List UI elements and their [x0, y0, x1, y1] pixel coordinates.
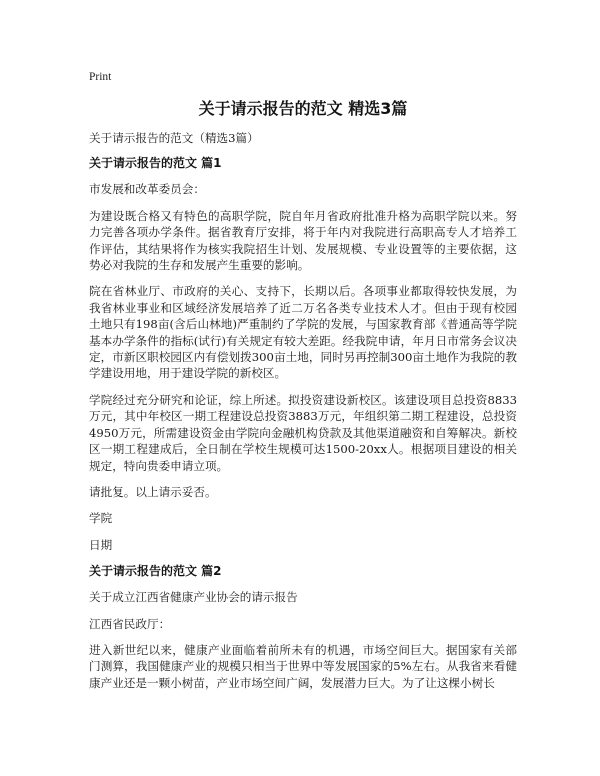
section-1-salutation: 市发展和改革委员会： [89, 182, 205, 197]
document-subtitle: 关于请示报告的范文（精选3篇） [89, 131, 259, 145]
section-1-date: 日期 [89, 537, 113, 552]
section-1-paragraph-3: 学院经过充分研究和论证，综上所述。拟投资建设新校区。该建设项目总投资8833万元，其中年校区一期工程建设总投资3883万元，年组织第二期工程建设，总投资4950万元，所需建设资金由学院向金融机构贷款及其他渠道融资和自筹解决。新校区一期工程建成后，全日制在学校生规模可达1500-20xx人。根据项目建设的相关规定，特向贵委申请立项。 [89, 392, 517, 473]
section-1-heading: 关于请示报告的范文 篇1 [89, 156, 222, 171]
document-page [89, 70, 517, 701]
section-2-salutation: 江西省民政厅： [89, 616, 171, 631]
section-2-title-line: 关于成立江西省健康产业协会的请示报告 [89, 590, 298, 605]
section-1-closing: 请批复。以上请示妥否。 [89, 484, 217, 499]
section-1-paragraph-1: 为建设既合格又有特色的高职学院，院自年月省政府批准升格为高职学院以来。努力完善各项办学条件。据省教育厅安排，将于年内对我院进行高职高专人才培养工作评估，其结果将作为核实我院招生计划、发展规模、专业设置等的主要依据，这势必对我院的生存和发展产生重要的影响。 [89, 208, 517, 273]
document-title: 关于请示报告的范文 精选3篇 [198, 99, 408, 118]
section-2-heading: 关于请示报告的范文 篇2 [89, 564, 222, 579]
section-1-paragraph-2: 院在省林业厅、市政府的关心、支持下，长期以后。各项事业都取得较快发展，为我省林业事业和区域经济发展培养了近二万名各类专业技术人才。但由于现有校园土地只有198亩(含后山林地)严重制约了学院的发展，与国家教育部《普通高等学院基本办学条件的指标(试行)有关规定有较大差距。经我院申请，年月日市常务会议决定，市新区职校园区内有偿划拨300亩土地，同时另再控制300亩土地作为我院的教学建设用地，用于建设学院的新校区。 [89, 284, 517, 381]
section-2-paragraph-1: 进入新世纪以来，健康产业面临着前所未有的机遇，市场空间巨大。据国家有关部门测算，我国健康产业的规模只相当于世界中等发展国家的5%左右。从我省来看健康产业还是一颗小树苗，产业市场空间广阔，发展潜力巨大。为了让这棵小树长 [89, 642, 517, 690]
section-1-signature: 学院 [89, 511, 113, 526]
print-label: Print [89, 71, 112, 83]
